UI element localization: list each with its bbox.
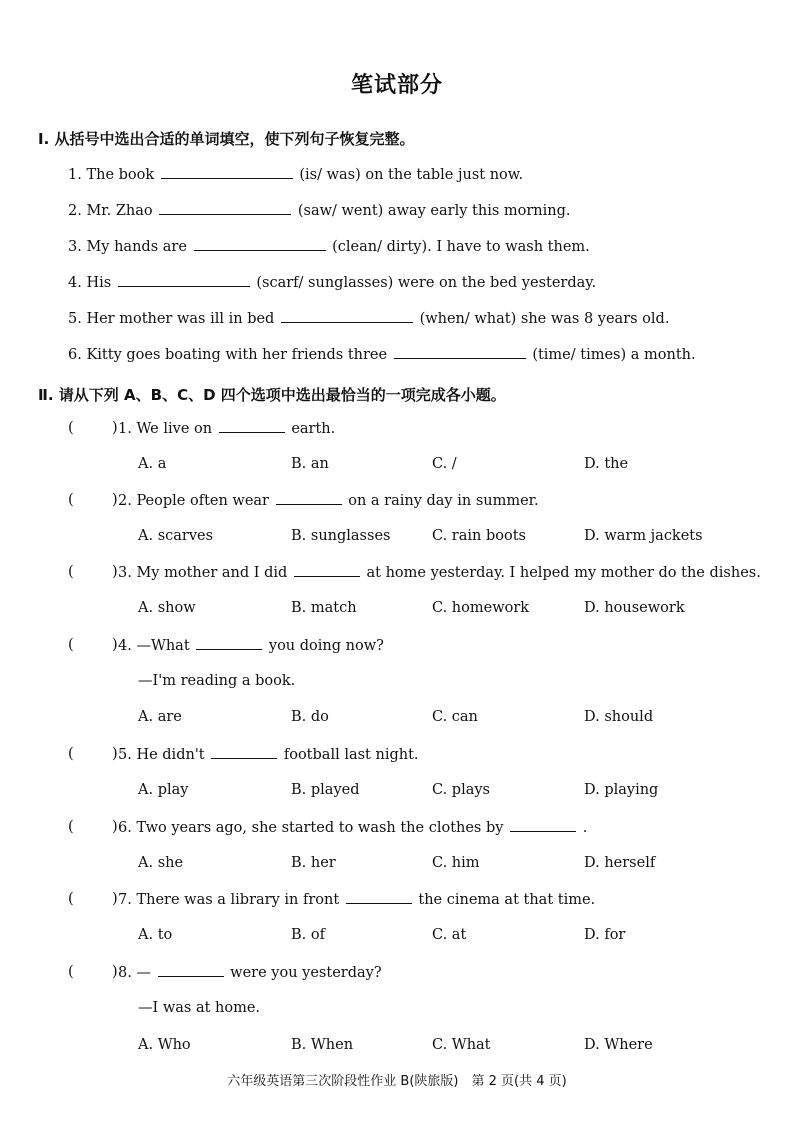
answer-blank xyxy=(510,819,576,832)
option-a: A. show xyxy=(138,600,196,616)
answer-blank xyxy=(346,891,412,904)
question-text-end: the cinema at that time. xyxy=(418,892,596,908)
question-8-response: —I was at home. xyxy=(138,1000,261,1016)
answer-blank xyxy=(294,564,360,577)
option-b: B. an xyxy=(291,456,329,472)
answer-blank xyxy=(276,492,342,505)
answer-paren-open[interactable]: ( xyxy=(68,564,74,580)
question-5 xyxy=(118,746,419,763)
answer-paren-open[interactable]: ( xyxy=(68,964,74,980)
answer-paren-open[interactable]: ( xyxy=(68,420,74,436)
fill-item-text: 3. My hands are xyxy=(68,239,187,255)
question-text: 4. —What xyxy=(118,638,190,654)
question-text-end: football last night. xyxy=(283,747,419,763)
fill-item-text: 4. His xyxy=(68,275,112,291)
answer-paren-close[interactable]: ) xyxy=(112,891,118,907)
question-text: 1. We live on xyxy=(118,421,213,437)
question-text-end: at home yesterday. I helped my mother do the dishes. xyxy=(366,565,761,581)
answer-blank xyxy=(219,420,285,433)
fill-item-text: 1. The book xyxy=(68,167,155,183)
answer-blank[interactable] xyxy=(159,202,291,215)
option-a: A. she xyxy=(138,855,184,871)
question-6 xyxy=(118,819,587,836)
question-3 xyxy=(118,564,761,581)
option-b: B. match xyxy=(291,600,357,616)
option-a: A. Who xyxy=(138,1037,191,1053)
answer-paren-open[interactable]: ( xyxy=(68,891,74,907)
option-a: A. to xyxy=(138,927,173,943)
option-a: A. play xyxy=(138,782,189,798)
question-text: 5. He didn't xyxy=(118,747,205,763)
option-d: D. should xyxy=(584,709,654,725)
answer-blank[interactable] xyxy=(161,166,293,179)
answer-paren-close[interactable]: ) xyxy=(112,819,118,835)
answer-paren-open[interactable]: ( xyxy=(68,637,74,653)
fill-item-hint: (when/ what) she was 8 years old. xyxy=(419,311,670,327)
option-d: D. herself xyxy=(584,855,656,871)
answer-blank[interactable] xyxy=(118,274,250,287)
answer-paren-close[interactable]: ) xyxy=(112,637,118,653)
option-a: A. scarves xyxy=(138,528,214,544)
option-c: C. What xyxy=(432,1037,491,1053)
question-8 xyxy=(118,964,382,981)
option-c: C. / xyxy=(432,456,457,472)
fill-item-3 xyxy=(68,238,590,255)
question-text-end: were you yesterday? xyxy=(230,965,382,981)
option-b: B. sunglasses xyxy=(291,528,391,544)
option-d: D. playing xyxy=(584,782,659,798)
option-c: C. can xyxy=(432,709,478,725)
option-b: B. When xyxy=(291,1037,354,1053)
fill-item-hint: (saw/ went) away early this morning. xyxy=(297,203,571,219)
answer-blank xyxy=(158,964,224,977)
question-text: 8. — xyxy=(118,965,151,981)
fill-item-2 xyxy=(68,202,571,219)
option-a: A. are xyxy=(138,709,182,725)
option-d: D. warm jackets xyxy=(584,528,703,544)
option-b: B. played xyxy=(291,782,360,798)
fill-item-6 xyxy=(68,346,696,363)
option-c: C. rain boots xyxy=(432,528,526,544)
answer-blank xyxy=(211,746,277,759)
fill-item-5 xyxy=(68,310,669,327)
question-text-end: you doing now? xyxy=(268,638,384,654)
answer-paren-close[interactable]: ) xyxy=(112,564,118,580)
question-text-end: . xyxy=(582,820,588,836)
answer-paren-close[interactable]: ) xyxy=(112,964,118,980)
option-b: B. her xyxy=(291,855,336,871)
answer-paren-open[interactable]: ( xyxy=(68,492,74,508)
option-c: C. at xyxy=(432,927,467,943)
answer-paren-open[interactable]: ( xyxy=(68,819,74,835)
question-7 xyxy=(118,891,595,908)
option-b: B. do xyxy=(291,709,329,725)
fill-item-4 xyxy=(68,274,596,291)
answer-blank[interactable] xyxy=(281,310,413,323)
section-1-heading: Ⅰ. 从括号中选出合适的单词填空，使下列句子恢复完整。 xyxy=(38,130,415,148)
fill-item-hint: (time/ times) a month. xyxy=(532,347,696,363)
answer-blank[interactable] xyxy=(394,346,526,359)
fill-item-hint: (clean/ dirty). I have to wash them. xyxy=(332,239,590,255)
option-d: D. for xyxy=(584,927,626,943)
question-4 xyxy=(118,637,384,654)
question-text-end: earth. xyxy=(291,421,336,437)
answer-paren-close[interactable]: ) xyxy=(112,746,118,762)
question-text: 3. My mother and I did xyxy=(118,565,288,581)
section-2-heading: Ⅱ. 请从下列 A、B、C、D 四个选项中选出最恰当的一项完成各小题。 xyxy=(38,386,506,404)
option-c: C. homework xyxy=(432,600,530,616)
answer-blank xyxy=(196,637,262,650)
option-d: D. housework xyxy=(584,600,685,616)
fill-item-1 xyxy=(68,166,523,183)
fill-item-text: 6. Kitty goes boating with her friends three xyxy=(68,347,388,363)
option-d: D. the xyxy=(584,456,629,472)
option-b: B. of xyxy=(291,927,325,943)
option-c: C. plays xyxy=(432,782,490,798)
answer-paren-close[interactable]: ) xyxy=(112,420,118,436)
fill-item-hint: (scarf/ sunglasses) were on the bed yesterday. xyxy=(256,275,597,291)
question-text: 7. There was a library in front xyxy=(118,892,340,908)
question-text-end: on a rainy day in summer. xyxy=(348,493,539,509)
option-d: D. Where xyxy=(584,1037,653,1053)
question-text: 2. People often wear xyxy=(118,493,269,509)
page-title: 笔试部分 xyxy=(350,73,443,98)
option-c: C. him xyxy=(432,855,480,871)
page-footer: 六年级英语第三次阶段性作业 B(陕旅版) 第 2 页(共 4 页) xyxy=(227,1074,567,1089)
answer-paren-close[interactable]: ) xyxy=(112,492,118,508)
fill-item-hint: (is/ was) on the table just now. xyxy=(299,167,524,183)
fill-item-text: 2. Mr. Zhao xyxy=(68,203,153,219)
question-1 xyxy=(118,420,335,437)
question-2 xyxy=(118,492,539,509)
option-a: A. a xyxy=(138,456,167,472)
question-text: 6. Two years ago, she started to wash the clothes by xyxy=(118,820,504,836)
answer-paren-open[interactable]: ( xyxy=(68,746,74,762)
answer-blank[interactable] xyxy=(194,238,326,251)
question-4-response: —I'm reading a book. xyxy=(138,673,296,689)
fill-item-text: 5. Her mother was ill in bed xyxy=(68,311,275,327)
